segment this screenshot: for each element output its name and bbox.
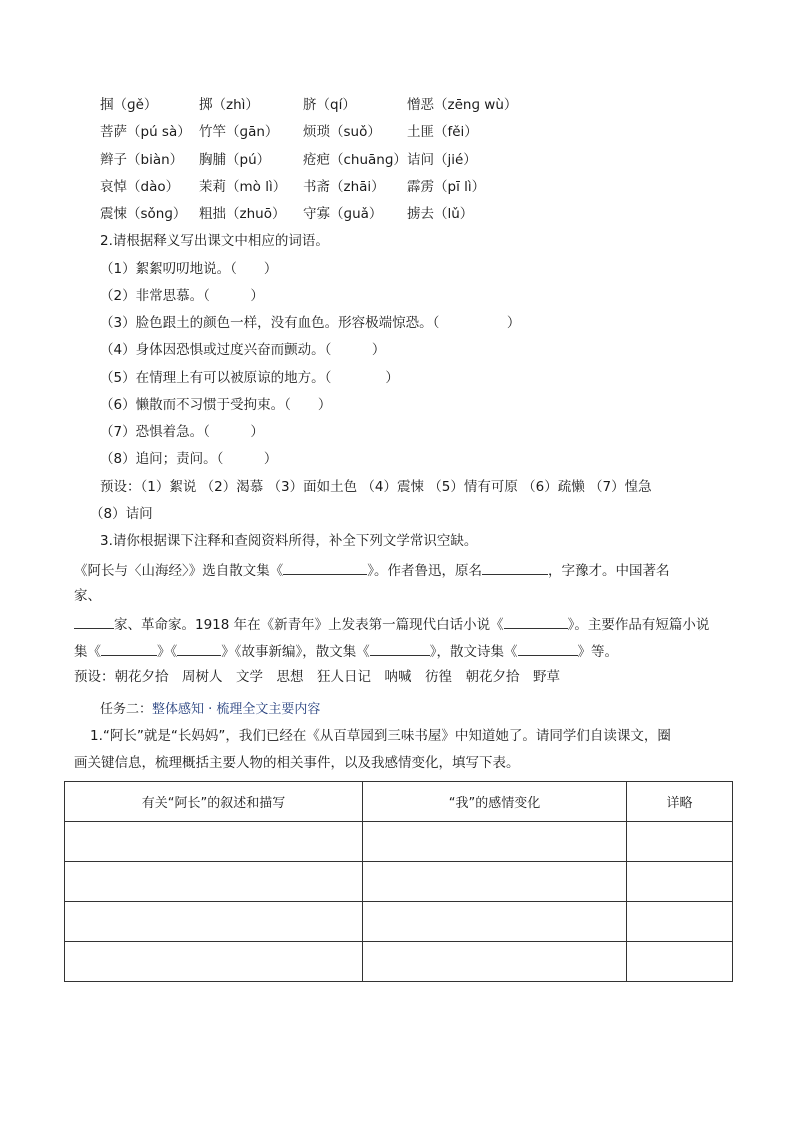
q2-item: （5）在情理上有可以被原谅的地方。（ ） [100,370,399,386]
vocab-item: 掴（ɡě） [100,97,158,113]
q2-item: （6）懒散而不习惯于受拘束。（ ） [100,397,332,413]
q3-text: 》《故事新编》，散文集《 [221,644,370,660]
q3-text: 》，散文诗集《 [429,644,518,660]
q3-text: 《阿长与〈山海经〉》选自散文集《 [74,563,284,579]
vocab-item: 土匪（fěi） [407,124,478,140]
q2-title: 2.请根据释义写出课文中相应的词语。 [100,233,329,249]
vocab-item: 粗拙（zhuō） [199,206,286,222]
vocab-item: 菩萨（pú sà） [100,124,191,140]
answer-blank[interactable] [482,559,548,575]
q3-line2: 家、 [74,588,101,604]
vocab-item: 诘问（jié） [407,152,477,168]
task2-title: 整体感知 · 梳理全文主要内容 [152,702,321,717]
q3-text: 》等。 [577,644,618,660]
q2-item: （2）非常思慕。（ ） [100,288,264,304]
q3-text: 》《 [157,644,178,660]
vocab-item: 辫子（biàn） [100,152,184,168]
table-row [65,942,733,982]
summary-table [64,781,733,982]
q3-text: 集《 [74,644,101,660]
table-row [65,902,733,942]
table-header-row [65,782,733,822]
q2-item: （4）身体因恐惧或过度兴奋而颤动。（ ） [100,342,386,358]
vocab-item: 哀悼（dào） [100,179,180,195]
vocab-item: 书斋（zhāi） [303,179,385,195]
answer-blank[interactable] [177,640,221,656]
vocab-item: 霹雳（pī lì） [407,179,486,195]
answer-blank[interactable] [518,640,578,656]
q3-preset: 预设：朝花夕拾 周树人 文学 思想 狂人日记 呐喊 彷徨 朝花夕拾 野草 [74,669,560,685]
vocab-item: 疮疤（chuānɡ） [303,152,407,168]
table-cell[interactable] [627,862,733,902]
q2-item: （8）追问；责问。（ ） [100,451,278,467]
answer-blank[interactable] [370,640,430,656]
vocab-item: 竹竿（ɡān） [199,124,279,140]
q2-item: （1）絮絮叨叨地说。（ ） [100,261,278,277]
q3-line4 [74,640,618,662]
q2-preset-cont: （8）诘问 [90,506,153,522]
table-cell[interactable] [363,942,627,982]
q3-title: 3.请你根据课下注释和查阅资料所得，补全下列文学常识空缺。 [100,533,478,549]
q3-text: ，字豫才。中国著名 [548,563,670,579]
q3-line3 [74,613,709,635]
table-header: 有关“阿长”的叙述和描写 [65,782,363,822]
vocab-item: 震悚（sǒnɡ） [100,206,187,222]
vocab-item: 脐（qí） [303,97,356,113]
q2-item: （7）恐惧着急。（ ） [100,424,264,440]
vocab-item: 茉莉（mò lì） [199,179,287,195]
vocab-item: 胸脯（pú） [199,152,271,168]
task2-q1: 1.“阿长”就是“长妈妈”，我们已经在《从百草园到三味书屋》中知道她了。请同学们自读课文，圈 [90,728,671,744]
table-cell[interactable] [363,902,627,942]
table-cell[interactable] [627,942,733,982]
q3-line1 [74,559,670,581]
q3-text: 家、革命家。1918 年在《新青年》上发表第一篇现代白话小说《 [114,617,504,633]
table-row [65,822,733,862]
table-cell[interactable] [627,902,733,942]
vocab-item: 憎恶（zēnɡ wù） [407,97,518,113]
vocab-item: 烦琐（suǒ） [303,124,381,140]
vocab-item: 掷（zhì） [199,97,259,113]
task2-label: 任务二： [100,702,153,717]
table-header: “我”的感情变化 [363,782,627,822]
vocab-item: 掳去（lǔ） [407,206,474,222]
q3-text: 》。主要作品有短篇小说 [567,617,710,633]
table-cell[interactable] [627,822,733,862]
q2-preset: 预设：（1）絮说 （2）渴慕 （3）面如土色 （4）震悚 （5）情有可原 （6）疏懒 （7）惶急 [100,479,652,495]
table-cell[interactable] [65,902,363,942]
task2-heading [100,700,320,720]
table-header: 详略 [627,782,733,822]
answer-blank[interactable] [283,559,367,575]
table-cell[interactable] [363,862,627,902]
answer-blank[interactable] [504,613,568,629]
table-cell[interactable] [65,822,363,862]
table-cell[interactable] [65,862,363,902]
vocab-item: 守寡（ɡuǎ） [303,206,383,222]
task2-q1-cont: 画关键信息，梳理概括主要人物的相关事件，以及我感情变化，填写下表。 [74,755,520,771]
table-cell[interactable] [363,822,627,862]
answer-blank[interactable] [74,613,114,629]
table-cell[interactable] [65,942,363,982]
answer-blank[interactable] [101,640,157,656]
table-row [65,862,733,902]
q2-item: （3）脸色跟土的颜色一样，没有血色。形容极端惊恐。（ ） [100,315,521,331]
q3-text: 》。作者鲁迅，原名 [367,563,482,579]
